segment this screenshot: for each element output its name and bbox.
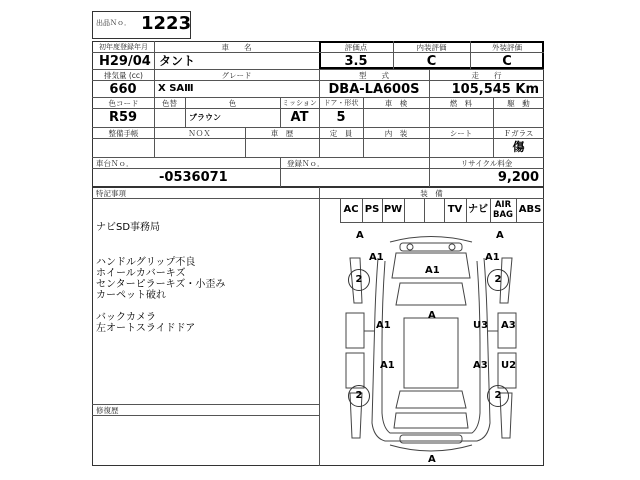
displacement-value: 660: [109, 82, 137, 97]
label-interior-equip: 内 装: [384, 129, 408, 138]
label-f-glass: Ｆガラス: [503, 129, 534, 138]
mark-wheel-rr: 2: [487, 385, 509, 407]
color-value: ブラウン: [189, 113, 221, 122]
label-exterior: 外装評価: [492, 43, 522, 52]
mark-wheel-rl: 2: [348, 385, 370, 407]
doors-value: 5: [336, 110, 346, 125]
label-transmission: ミッション: [282, 99, 317, 107]
notes-item-4: カーペット破れ: [96, 290, 166, 301]
mark-front-left-fender: A1: [369, 252, 384, 263]
interior-value: C: [426, 54, 437, 69]
mark-rear-bumper: A: [428, 454, 436, 465]
mark-front-right-fender: A1: [485, 252, 500, 263]
score-value: 3.5: [344, 54, 368, 69]
label-interior: 内装評価: [416, 43, 447, 52]
grade-value: X SAⅢ: [158, 83, 194, 94]
label-score: 評価点: [344, 43, 368, 52]
notes-header: 特記事項: [96, 189, 126, 198]
chassis-no-value: -0536071: [159, 170, 228, 185]
label-mileage: 走 行: [471, 71, 502, 80]
label-doors: ドア・形状: [323, 99, 359, 107]
mark-left-front-door: A1: [376, 320, 391, 331]
exterior-value: C: [502, 54, 512, 69]
label-color-code: 色コード: [108, 99, 139, 108]
label-first-registration: 初年度登録年月: [99, 43, 148, 51]
label-color-change: 色替: [162, 99, 177, 108]
mark-right-rear-door: A3: [473, 360, 488, 371]
notes-item-1: ハンドルグリップ不良: [96, 257, 196, 268]
equip-pw: PW: [383, 204, 403, 215]
label-chassis-no: 車台Ｎｏ．: [96, 159, 134, 168]
mark-front-left: A: [356, 230, 364, 241]
equip-abs: ABS: [518, 204, 542, 215]
label-nox: ＮＯＸ: [188, 129, 211, 138]
equip-navi: ナビ: [468, 204, 488, 215]
equip-ac: AC: [343, 204, 359, 215]
transmission-value: AT: [290, 110, 309, 125]
equipment-header: 装 備: [420, 189, 443, 198]
label-fuel: 燃 料: [449, 99, 473, 108]
mark-right-rear-panel: U2: [501, 360, 517, 371]
mark-right-front-pillar: A3: [501, 320, 516, 331]
notes-line-1: ナビSD事務局: [96, 222, 161, 233]
first-registration-value: H29/04: [99, 54, 151, 69]
mark-left-rear-door: A1: [380, 360, 395, 371]
label-maintenance-book: 整備手帳: [108, 129, 139, 138]
mark-hood: A1: [425, 265, 440, 276]
label-model-code: 型 式: [359, 71, 389, 80]
label-capacity: 定 員: [329, 129, 353, 138]
equip-ps: PS: [364, 204, 380, 215]
label-inspection: 車 検: [384, 99, 408, 108]
f-glass-value: 傷: [512, 140, 525, 154]
equip-tv: TV: [447, 204, 463, 215]
mark-wheel-fr: 2: [487, 269, 509, 291]
car-name-value: タント: [159, 54, 196, 68]
recycle-fee-value: 9,200: [497, 170, 539, 185]
notes-item-3: センターピラーキズ・小歪み: [96, 279, 226, 290]
label-car-name: 車 名: [221, 43, 252, 52]
label-grade: グレード: [221, 71, 252, 80]
car-diagram: [320, 223, 543, 465]
repair-history-header: 修復歴: [96, 406, 119, 415]
mark-wheel-fl: 2: [348, 269, 370, 291]
label-history: 車 歴: [270, 129, 294, 138]
mark-right-front-door: U3: [473, 320, 489, 331]
label-registration-no: 登録Ｎｏ．: [287, 159, 325, 168]
label-color: 色: [228, 99, 237, 108]
notes-item-2: ホイールカバーキズ: [96, 268, 186, 279]
lot-number: 1223: [141, 13, 192, 34]
notes-item-5: バックカメラ: [96, 312, 156, 323]
model-code-value: DBA-LA600S: [328, 82, 420, 97]
mileage-value: 105,545 Km: [451, 82, 539, 97]
equip-airbag: AIR BAG: [492, 200, 514, 220]
color-code-value: R59: [108, 110, 138, 125]
lot-label: 出品Ｎｏ．: [96, 19, 131, 27]
label-recycle-fee: リサイクル料金: [460, 159, 513, 168]
label-displacement: 排気量 (cc): [104, 71, 143, 80]
label-drive: 駆 動: [507, 99, 530, 108]
mark-front-right: A: [496, 230, 504, 241]
mark-roof: A: [428, 310, 436, 321]
notes-item-6: 左オートスライドドア: [96, 323, 196, 334]
label-seat: シート: [449, 129, 473, 138]
